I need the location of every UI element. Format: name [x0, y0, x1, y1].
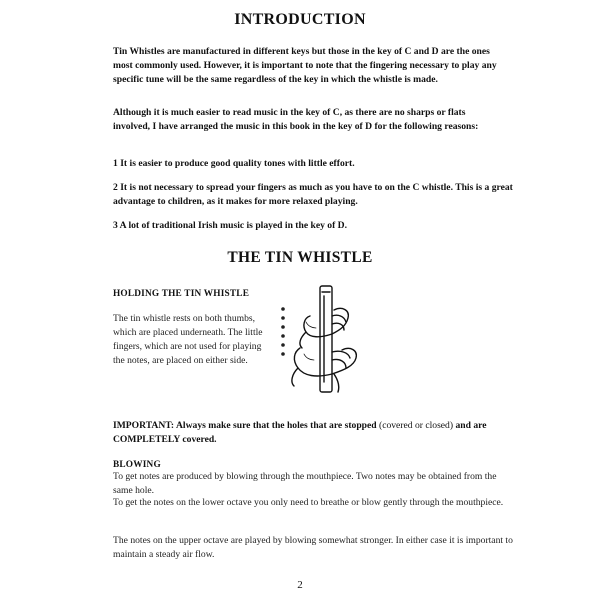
important-parenthetical: (covered or closed) [379, 420, 454, 431]
blowing-heading: BLOWING [113, 460, 161, 470]
holding-text: The tin whistle rests on both thumbs, which are placed underneath. The little fingers, which are not used for playing the notes, are placed on either side. [113, 313, 263, 366]
page-title: INTRODUCTION [234, 11, 366, 28]
intro-paragraph-2: Although it is much easier to read music in the key of C, as there are no sharps or flats involved, I have arranged the music in this book in the key of D for the following reasons: [113, 107, 479, 132]
important-part-1: IMPORTANT: Always make sure that the holes that are stopped [113, 420, 377, 431]
reason-item-3: 3 A lot of traditional Irish music is played in the key of D. [113, 220, 347, 231]
important-note [113, 419, 513, 447]
blowing-paragraph-3: The notes on the upper octave are played by blowing somewhat stronger. In either case it is important to maintain a steady air flow. [113, 535, 513, 560]
intro-paragraph-1: Tin Whistles are manufactured in different keys but those in the key of C and D are the ones most commonly used. However, it is important to note that the fingering necessary to play any specific tune will be the same regardless of the key in which the whistle is made. [113, 46, 497, 85]
section-title: THE TIN WHISTLE [227, 249, 373, 266]
important-part-2: and are COMPLETELY covered. [113, 420, 487, 445]
holding-heading: HOLDING THE TIN WHISTLE [113, 289, 250, 299]
hands-holding-whistle-illustration [276, 282, 386, 394]
hole-dots [281, 307, 285, 356]
page-number: 2 [297, 579, 303, 591]
blowing-paragraph-2: To get the notes on the lower octave you only need to breathe or blow gently through the mouthpiece. [113, 497, 504, 508]
reason-item-2: 2 It is not necessary to spread your fingers as much as you have to on the C whistle. This is a great advantage to children, as it makes for more relaxed playing. [113, 182, 513, 207]
reason-item-1: 1 It is easier to produce good quality tones with little effort. [113, 158, 355, 169]
blowing-paragraph-1: To get notes are produced by blowing through the mouthpiece. Two notes may be obtained from the same hole. [113, 471, 497, 496]
